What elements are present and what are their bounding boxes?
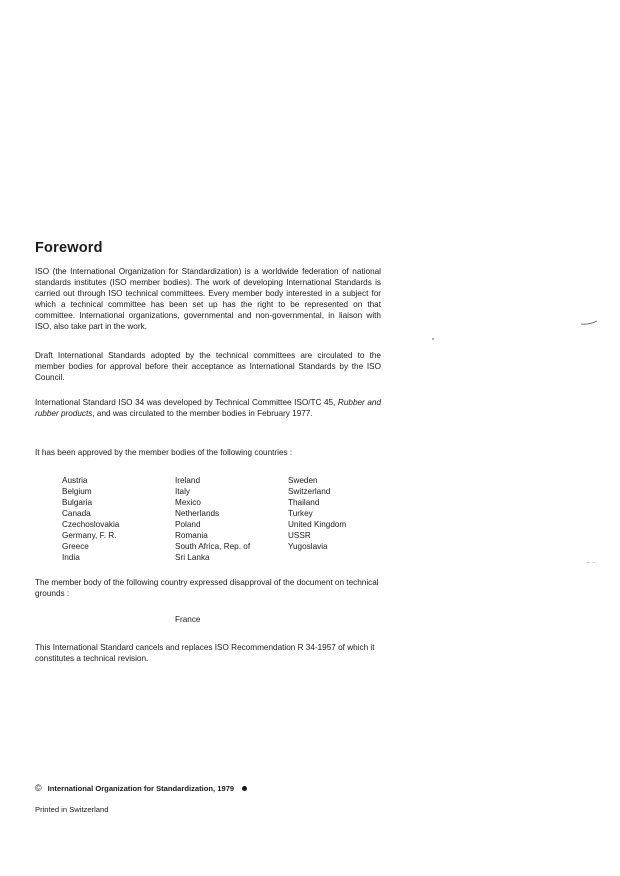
country-item: Sweden [288,476,318,485]
country-list-column-3 [288,475,346,552]
scan-dot-icon [432,338,434,340]
country-item: USSR [288,531,311,541]
paragraph-development-text: International Standard ISO 34 was developed by Technical Committee ISO/TC 45, [35,398,338,407]
country-item: South Africa, Rep. of [175,542,251,552]
foreword-heading: Foreword [35,240,103,256]
copyright-line [35,783,247,793]
country-list-column-2 [175,475,250,563]
country-item: Netherlands [175,509,220,519]
paragraph-approval: It has been approved by the member bodies of the following countries : [35,448,293,457]
country-item: Romania [175,531,208,541]
scan-mark-icon [580,318,598,326]
country-list-column-1 [62,475,119,563]
country-item: Mexico [175,498,201,508]
country-item: Thailand [288,498,320,508]
country-item: Ireland [175,476,201,485]
committee-title: Rubber and rubber products [35,398,381,418]
copyright-text: International Organization for Standardization, 1979 [47,783,235,793]
paragraph-draft-standards: Draft International Standards adopted by the technical committees are circulated to the member bodies for approval before their acceptance as International Standards by the ISO Council. [35,351,381,382]
country-item: Poland [175,520,201,530]
country-item: Italy [175,487,191,497]
scan-speck-icon [586,561,600,564]
paragraph-iso-intro: ISO (the International Organization for Standardization) is a worldwide federation of national standards institutes (ISO member bodies). The work of developing International Standards is carried out through ISO technical committees. Every member body interested in a subject for which a technical committee has been set up has the right to be represented on that committee. International organizations, governmental and non-governmental, in liaison with ISO, also take part in the work. [35,267,381,331]
country-item: Czechoslovakia [62,520,120,530]
country-item: Bulgaria [62,498,93,508]
paragraph-disapproval: The member body of the following country expressed disapproval of the document on technical grounds : [35,578,379,598]
country-item: Canada [62,509,91,519]
country-item: India [62,553,80,563]
disapproving-country: France [175,615,201,624]
country-item: Greece [62,542,89,552]
copyright-icon: © [35,783,42,793]
country-item: United Kingdom [288,520,347,530]
country-item: Turkey [288,509,313,519]
country-item: Germany, F. R. [62,531,117,541]
paragraph-development-text-end: , and was circulated to the member bodies in February 1977. [92,408,313,418]
paragraph-development [35,398,381,420]
country-item: Yugoslavia [288,542,328,552]
bullet-icon [242,786,247,791]
printed-location: Printed in Switzerland [35,805,109,814]
country-item: Switzerland [288,487,331,497]
country-item: Belgium [62,487,92,497]
country-item: Sri Lanka [175,553,210,563]
paragraph-replacement: This International Standard cancels and replaces ISO Recommendation R 34-1957 of which it constitutes a technical revision. [35,643,375,663]
country-item: Austria [62,476,88,485]
